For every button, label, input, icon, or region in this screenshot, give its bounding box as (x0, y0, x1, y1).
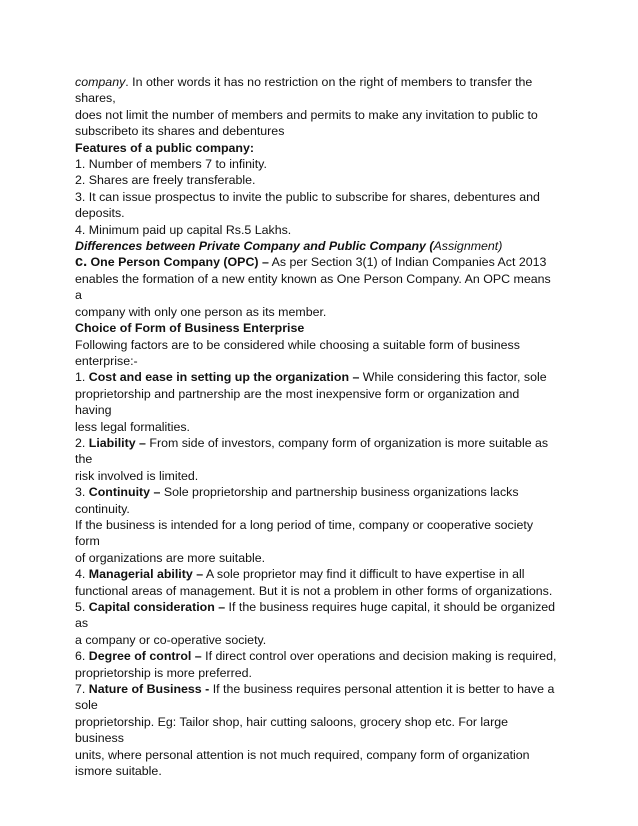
intro-line-3: does not limit the number of members and permits to make any invitation to public to (75, 107, 538, 122)
document-body (75, 74, 565, 779)
factor-3-line-4: form (75, 534, 100, 549)
factor-3-line-1 (75, 484, 565, 500)
factor-4-line-1 (75, 566, 565, 582)
factor-7-rest: If the business requires personal attention it is better to have a (209, 682, 555, 697)
factor-3-title: Continuity – (88, 485, 161, 500)
factor-2-title: Liability – (88, 435, 146, 450)
factor-7-line-2: sole (75, 698, 98, 713)
factor-6-line-2: proprietorship is more preferred. (75, 665, 252, 680)
factor-7-line-5: units, where personal attention is not much required, company form of organization (75, 747, 530, 762)
opc-line-2: enables the formation of a new entity known as One Person Company. An OPC means (75, 271, 551, 286)
factor-3-rest: Sole proprietorship and partnership business organizations lacks (160, 485, 519, 500)
factor-6-rest: If direct control over operations and decision making is required, (201, 649, 557, 664)
public-feature-item: 3. It can issue prospectus to invite the public to subscribe for shares, debentures and (75, 189, 540, 204)
factor-1-number: 1. (75, 370, 89, 385)
opc-line-4: company with only one person as its member. (75, 304, 327, 319)
public-features-heading: Features of a public company: (75, 140, 255, 155)
factor-2-line-3: risk involved is limited. (75, 468, 199, 483)
choice-line-2: enterprise:- (75, 353, 138, 368)
public-feature-item: deposits. (75, 206, 125, 221)
factor-1-title: Cost and ease in setting up the organization – (88, 370, 360, 385)
public-feature-item: 1. Number of members 7 to infinity. (75, 157, 267, 172)
factor-1-line-1 (75, 369, 565, 385)
factor-4-rest: A sole proprietor may find it difficult to have expertise in all (203, 567, 525, 582)
differences-note: Assignment) (433, 239, 503, 254)
factor-2-line-2: the (75, 452, 93, 467)
factor-4-line-2: functional areas of management. But it is not a problem in other forms of organizations. (75, 583, 553, 598)
factor-4-title: Managerial ability – (88, 567, 204, 582)
intro-italic-word: company (75, 75, 126, 89)
factor-1-line-3: having (75, 403, 112, 418)
choice-heading: Choice of Form of Business Enterprise (75, 321, 305, 336)
factor-5-line-3: a company or co-operative society. (75, 632, 267, 647)
intro-line (75, 74, 565, 90)
factor-7-line-3: proprietorship. Eg: Tailor shop, hair cutting saloons, grocery shop etc. For large (75, 714, 508, 729)
factor-6-number: 6. (75, 649, 89, 664)
opc-line-1-rest: As per Section 3(1) of Indian Companies Act 2013 (268, 255, 547, 270)
factor-5-number: 5. (75, 600, 89, 614)
factor-1-line-4: less legal formalities. (75, 419, 191, 434)
differences-heading-line (75, 238, 565, 254)
factor-4-number: 4. (75, 567, 89, 582)
factor-3-number: 3. (75, 485, 89, 500)
factor-7-title: Nature of Business - (88, 682, 210, 697)
choice-line-1: Following factors are to be considered while choosing a suitable form of business (75, 337, 520, 352)
factor-7-line-6: ismore suitable. (75, 764, 162, 779)
factor-5-line-1 (75, 599, 565, 615)
public-feature-item: 4. Minimum paid up capital Rs.5 Lakhs. (75, 222, 292, 237)
intro-line-2: shares, (75, 91, 116, 106)
intro-line-4: subscribeto its shares and debentures (75, 124, 285, 139)
factor-1-line-2: proprietorship and partnership are the most inexpensive form or organization and (75, 386, 520, 401)
factor-3-line-3: If the business is intended for a long period of time, company or cooperative society (75, 517, 534, 532)
opc-line-3: a (75, 288, 82, 303)
factor-3-line-5: of organizations are more suitable. (75, 550, 266, 565)
opc-letter: c. (75, 254, 88, 271)
factor-5-line-2: as (75, 616, 89, 631)
factor-6-title: Degree of control – (88, 649, 202, 664)
public-feature-item: 2. Shares are freely transferable. (75, 173, 256, 188)
factor-2-rest: From side of investors, company form of organization is more suitable as (145, 435, 549, 450)
factor-7-line-1 (75, 681, 565, 697)
factor-1-rest: While considering this factor, sole (359, 370, 547, 385)
factor-2-line-1 (75, 435, 565, 451)
factor-7-number: 7. (75, 682, 89, 697)
factor-2-number: 2. (75, 435, 89, 450)
opc-line-1 (75, 254, 565, 270)
factor-5-title: Capital consideration – (88, 600, 226, 614)
factor-3-line-2: continuity. (75, 501, 130, 516)
differences-heading: Differences between Private Company and Public Company ( (75, 239, 434, 254)
factor-7-line-4: business (75, 731, 124, 746)
intro-line-1-rest: . In other words it has no restriction on the right of members to transfer the (125, 75, 533, 89)
factor-5-rest: If the business requires huge capital, it should be organized (225, 600, 556, 614)
opc-title: One Person Company (OPC) – (87, 255, 269, 270)
factor-6-line-1 (75, 648, 565, 664)
